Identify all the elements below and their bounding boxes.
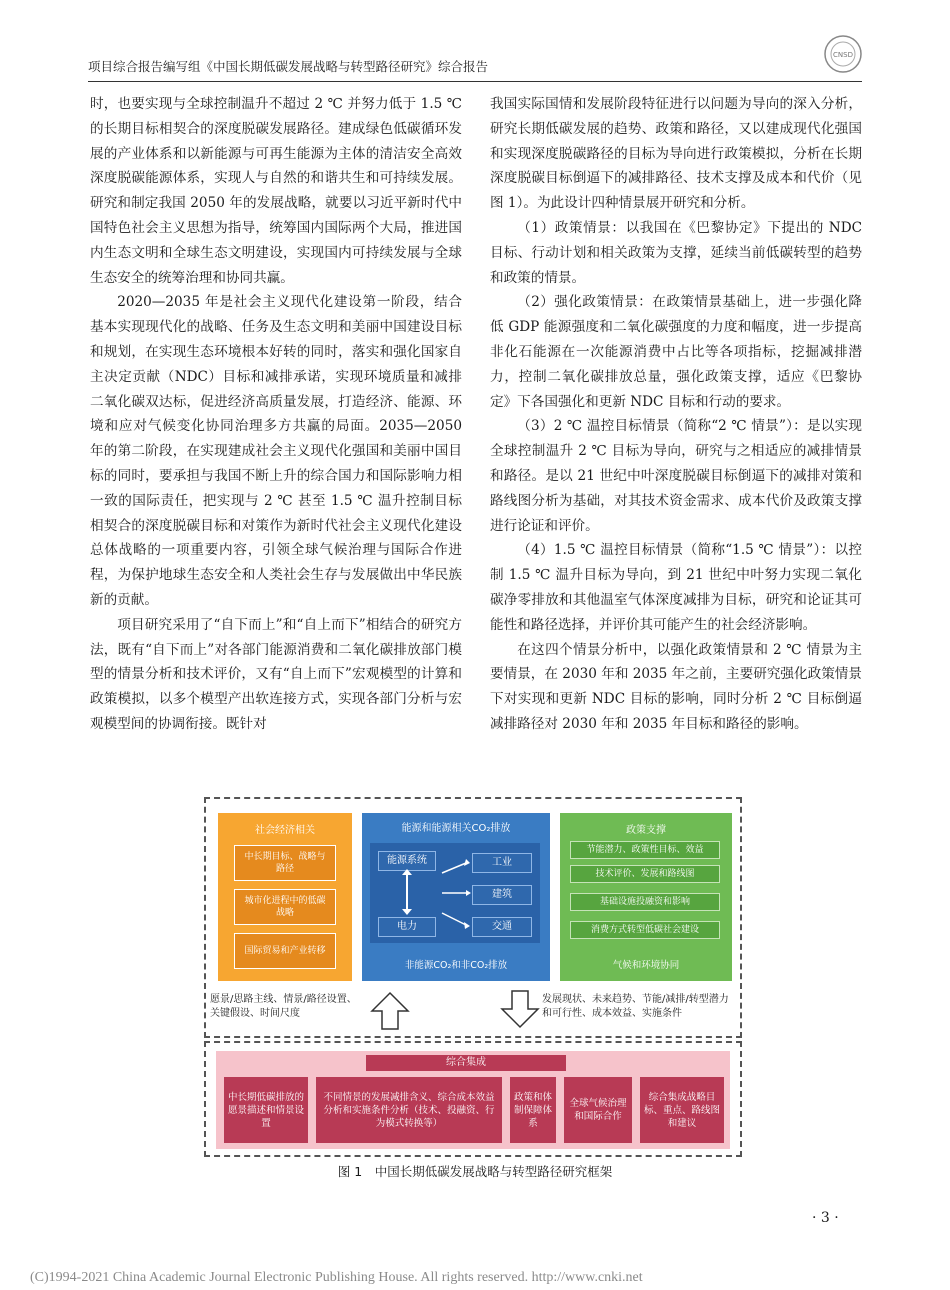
integration-item: 中长期低碳排放的愿景描述和情景设置 [224,1077,308,1143]
integration-frame [204,1041,742,1157]
paragraph: 2020—2035 年是社会主义现代化建设第一阶段，结合基本实现现代化的战略、任务及生态文明和美丽中国建设目标和规划，在实现生态环境根本好转的同时，落实和强化国家自主决定贡献（NDC）目标和减排承诺，实现环境质量和减排二氧化碳双达标，促进经济高质量发展，打造经济、能源、环境和应对气候变化协同治理多方共赢的局面。2035—2050 年的第二阶段，在实现建成社会主义现代化强国和美丽中国目标的同时，要承担与我国不断上升的综合国力和国际影响力相一致的国际责任，把实现与 2 ℃ 甚至 1.5 ℃ 温升控制目标相契合的深度脱碳目标和对策作为新时代社会主义现代化建设总体战略的一项重要内容，引领全球气候治理与国际合作进程，为保护地球生态安全和人类社会生存与发展做出中华民族新的贡献。 [90,294,462,608]
policy-item: 基础设施投融资和影响 [570,893,720,911]
up-arrow-icon [370,991,410,1031]
paragraph: 在这四个情景分析中，以强化政策情景和 2 ℃ 情景为主要情景，在 2030 年和 2035 年之前，主要研究强化政策情景下对实现和更新 NDC 目标的影响，同时分析 2 ℃ 目标倒逼减排路径对 2030 年和 2035 年目标和路径的影响。 [490,641,862,732]
integration-item: 全球气候治理和国际合作 [564,1077,632,1143]
climate-synergy: 气候和环境协同 [612,960,680,971]
integration-item: 综合集成战略目标、重点、路线图和建议 [640,1077,724,1143]
socio-item: 城市化进程中的低碳战略 [234,889,336,925]
socio-economic-panel [218,813,352,981]
socio-item: 中长期目标、战略与路径 [234,845,336,881]
paragraph: 我国实际国情和发展阶段特征进行以问题为导向的深入分析，研究长期低碳发展的趋势、政策和路径，又以建成现代化强国和实现深度脱碳路径的目标为导向进行政策模拟，分析在长期深度脱碳目标倒逼下的减排路径、技术支撑及成本和代价（见图 1）。为此设计四种情景展开研究和分析。 [490,96,862,212]
journal-logo [823,34,863,74]
energy-arrows [362,813,550,981]
energy-system-box: 能源系统 [378,851,436,871]
policy-item: 消费方式转型低碳社会建设 [570,921,720,939]
policy-title: 政策支撑 [626,825,666,836]
sector-box: 建筑 [472,885,532,905]
non-energy-emissions: 非能源CO₂和非CO₂排放 [404,960,508,971]
header-rule [88,81,862,82]
integration-item: 政策和体制保障体系 [510,1077,556,1143]
page-number: · 3 · [812,1210,839,1226]
copyright-footer: (C)1994-2021 China Academic Journal Electronic Publishing House. All rights reserved. http://www.cnki.net [30,1270,643,1285]
power-box: 电力 [378,917,436,937]
sector-box: 工业 [472,853,532,873]
policy-item: 技术评价、发展和路线图 [570,865,720,883]
left-column [90,92,462,737]
paragraph: 时，也要实现与全球控制温升不超过 2 ℃ 并努力低于 1.5 ℃ 的长期目标相契合的深度脱碳发展路径。建成绿色低碳循环发展的产业体系和以新能源与可再生能源为主体的清洁安全高效深度脱碳能源体系，实现人与自然的和谐共生和可持续发展。研究和制定我国 2050 年的发展战略，就要以习近平新时代中国特色社会主义思想为指导，统筹国内国际两个大局，推进国内生态文明和全球生态文明建设，实现国内可持续发展与全球生态安全的统筹治理和协同共赢。 [90,96,462,286]
figure-caption: 图 1 中国长期低碳发展战略与转型路径研究框架 [337,1164,613,1179]
sector-box: 交通 [472,917,532,937]
paragraph: （2）强化政策情景：在政策情景基础上，进一步强化降低 GDP 能源强度和二氧化碳强度的力度和幅度，进一步提高非化石能源在一次能源消费中占比等各项指标，挖掘减排潜力，控制二氧化碳排放总量，强化政策支撑，适应《巴黎协定》下各国强化和更新 NDC 目标和行动的要求。 [490,294,862,410]
integration-item: 不同情景的发展减排含义、综合成本效益分析和实施条件分析（技术、投融资、行为模式转换等） [316,1077,502,1143]
energy-title: 能源和能源相关CO₂排放 [401,823,511,834]
right-column [490,92,862,737]
right-note: 发展现状、未来趋势、节能/减排/转型潜力和可行性、成本效益、实施条件 [542,994,729,1019]
left-note: 愿景/思路主线、情景/路径设置、关键假设、时间尺度 [210,994,357,1019]
down-arrow-icon [500,989,540,1029]
paragraph: （1）政策情景：以我国在《巴黎协定》下提出的 NDC 目标、行动计划和相关政策为支撑，延续当前低碳转型的趋势和政策的情景。 [490,219,862,286]
energy-panel [362,813,550,981]
socio-title: 社会经济相关 [255,825,315,836]
paragraph: 项目研究采用了“自下而上”和“自上而下”相结合的研究方法，既有“自下而上”对各部门能源消费和二氧化碳排放部门模型的情景分析和技术评价，又有“自上而下”宏观模型的计算和政策模拟，以多个模型产出软连接方式，实现各部门分析与宏观模型间的协调衔接。既针对 [90,616,462,732]
socio-item: 国际贸易和产业转移 [234,933,336,969]
svg-text:CNSD: CNSD [833,51,853,59]
integration-title: 综合集成 [366,1055,566,1071]
paragraph: （4）1.5 ℃ 温控目标情景（简称“1.5 ℃ 情景”）：以控制 1.5 ℃ 温升目标为导向，到 21 世纪中叶努力实现二氧化碳净零排放和其他温室气体深度减排为目标，研究和论证其可能性和路径选择，并评价其可能产生的社会经济影响。 [490,542,862,633]
policy-item: 节能潜力、政策性目标、效益 [570,841,720,859]
running-header: 项目综合报告编写组《中国长期低碳发展战略与转型路径研究》综合报告 [88,59,489,74]
policy-panel [560,813,732,981]
integration-panel [216,1051,730,1149]
paragraph: （3）2 ℃ 温控目标情景（简称“2 ℃ 情景”）：是以实现全球控制温升 2 ℃ 目标为导向，研究与之相适应的减排情景和路径。是以 21 世纪中叶深度脱碳目标倒逼下的减排对策和路线图分析为基础，对其技术资金需求、成本代价及政策支撑进行论证和评价。 [490,418,862,534]
